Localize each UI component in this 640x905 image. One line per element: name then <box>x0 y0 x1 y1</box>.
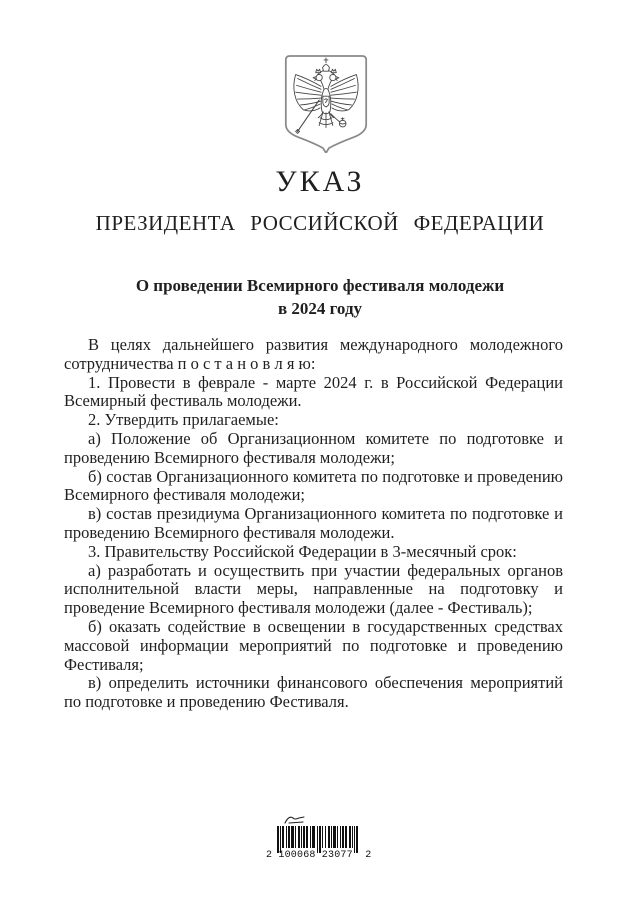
barcode-bar <box>340 826 341 848</box>
paragraph-item-3v: в) определить источники финансового обеспечения мероприятий по подготовке и проведению Фестиваля. <box>64 673 563 712</box>
barcode-bar <box>328 826 330 848</box>
barcode-bar <box>352 826 353 848</box>
barcode-bar <box>301 826 302 848</box>
barcode-bar <box>303 826 305 848</box>
barcode-bar <box>342 826 344 848</box>
paragraph-preamble: В целях дальнейшего развития международного молодежного сотрудничества п о с т а н о в л я ю: <box>64 335 563 373</box>
barcode-bar <box>291 826 294 848</box>
barcode-bar <box>277 826 279 853</box>
paragraph-item-3: 3. Правительству Российской Федерации в 3-месячный срок: <box>88 541 517 561</box>
barcode-bar <box>356 826 358 853</box>
paragraph-item-3a: а) разработать и осуществить при участии федеральных органов исполнительной власти меры, направленные на подготовку и проведение Всемирного фестиваля молодежи (далее - Фестиваль); <box>64 560 563 618</box>
barcode-bar <box>282 826 284 848</box>
barcode-bar <box>345 826 347 848</box>
barcode-bar <box>354 826 355 853</box>
barcode-bar <box>349 826 351 848</box>
barcode <box>266 812 370 864</box>
barcode-bar <box>331 826 332 848</box>
paragraph-item-2v: в) состав президиума Организационного комитета по подготовке и проведению Всемирного фестиваля молодежи. <box>64 504 563 542</box>
barcode-bar <box>298 826 300 848</box>
barcode-bar <box>312 826 315 848</box>
paragraph-item-1: 1. Провести в феврале - марте 2024 г. в Российской Федерации Всемирный фестиваль молодежи. <box>64 372 563 411</box>
barcode-bar <box>288 826 290 848</box>
barcode-bar <box>306 826 308 848</box>
barcode-bar <box>317 826 318 853</box>
barcode-bar <box>280 826 281 853</box>
paragraph-item-2a: а) Положение об Организационном комитете по подготовке и проведению Всемирного фестиваля молодежи; <box>64 428 563 467</box>
subject-line-1: О проведении Всемирного фестиваля молодежи <box>135 276 505 295</box>
barcode-bar <box>322 826 323 848</box>
barcode-number: 2 100068 23077 2 <box>266 850 372 861</box>
paragraph-item-2b: б) состав Организационного комитета по подготовке и проведению Всемирного фестиваля молодежи; <box>64 466 563 505</box>
barcode-bar <box>319 826 321 853</box>
scribble-mark <box>283 812 309 826</box>
barcode-bar <box>325 826 326 848</box>
barcode-bar <box>337 826 338 848</box>
barcode-bar <box>310 826 311 848</box>
document-issuer-line: ПРЕЗИДЕНТА РОССИЙСКОЙ ФЕДЕРАЦИИ <box>95 211 545 235</box>
subject-line-2: в 2024 году <box>277 298 363 318</box>
paragraph-item-2: 2. Утвердить прилагаемые: <box>88 410 279 430</box>
barcode-bar <box>286 826 287 848</box>
russian-coat-of-arms-icon <box>283 55 369 153</box>
paragraph-item-3b: б) оказать содействие в освещении в государственных средствах массовой информации мероприятий по подготовке и проведению Фестиваля; <box>64 616 563 674</box>
document-body <box>64 336 563 712</box>
document-type-title: УКАЗ <box>275 165 365 198</box>
barcode-bars <box>277 826 361 853</box>
barcode-bar <box>333 826 336 848</box>
barcode-bar <box>295 826 296 848</box>
document-subject <box>70 275 570 320</box>
